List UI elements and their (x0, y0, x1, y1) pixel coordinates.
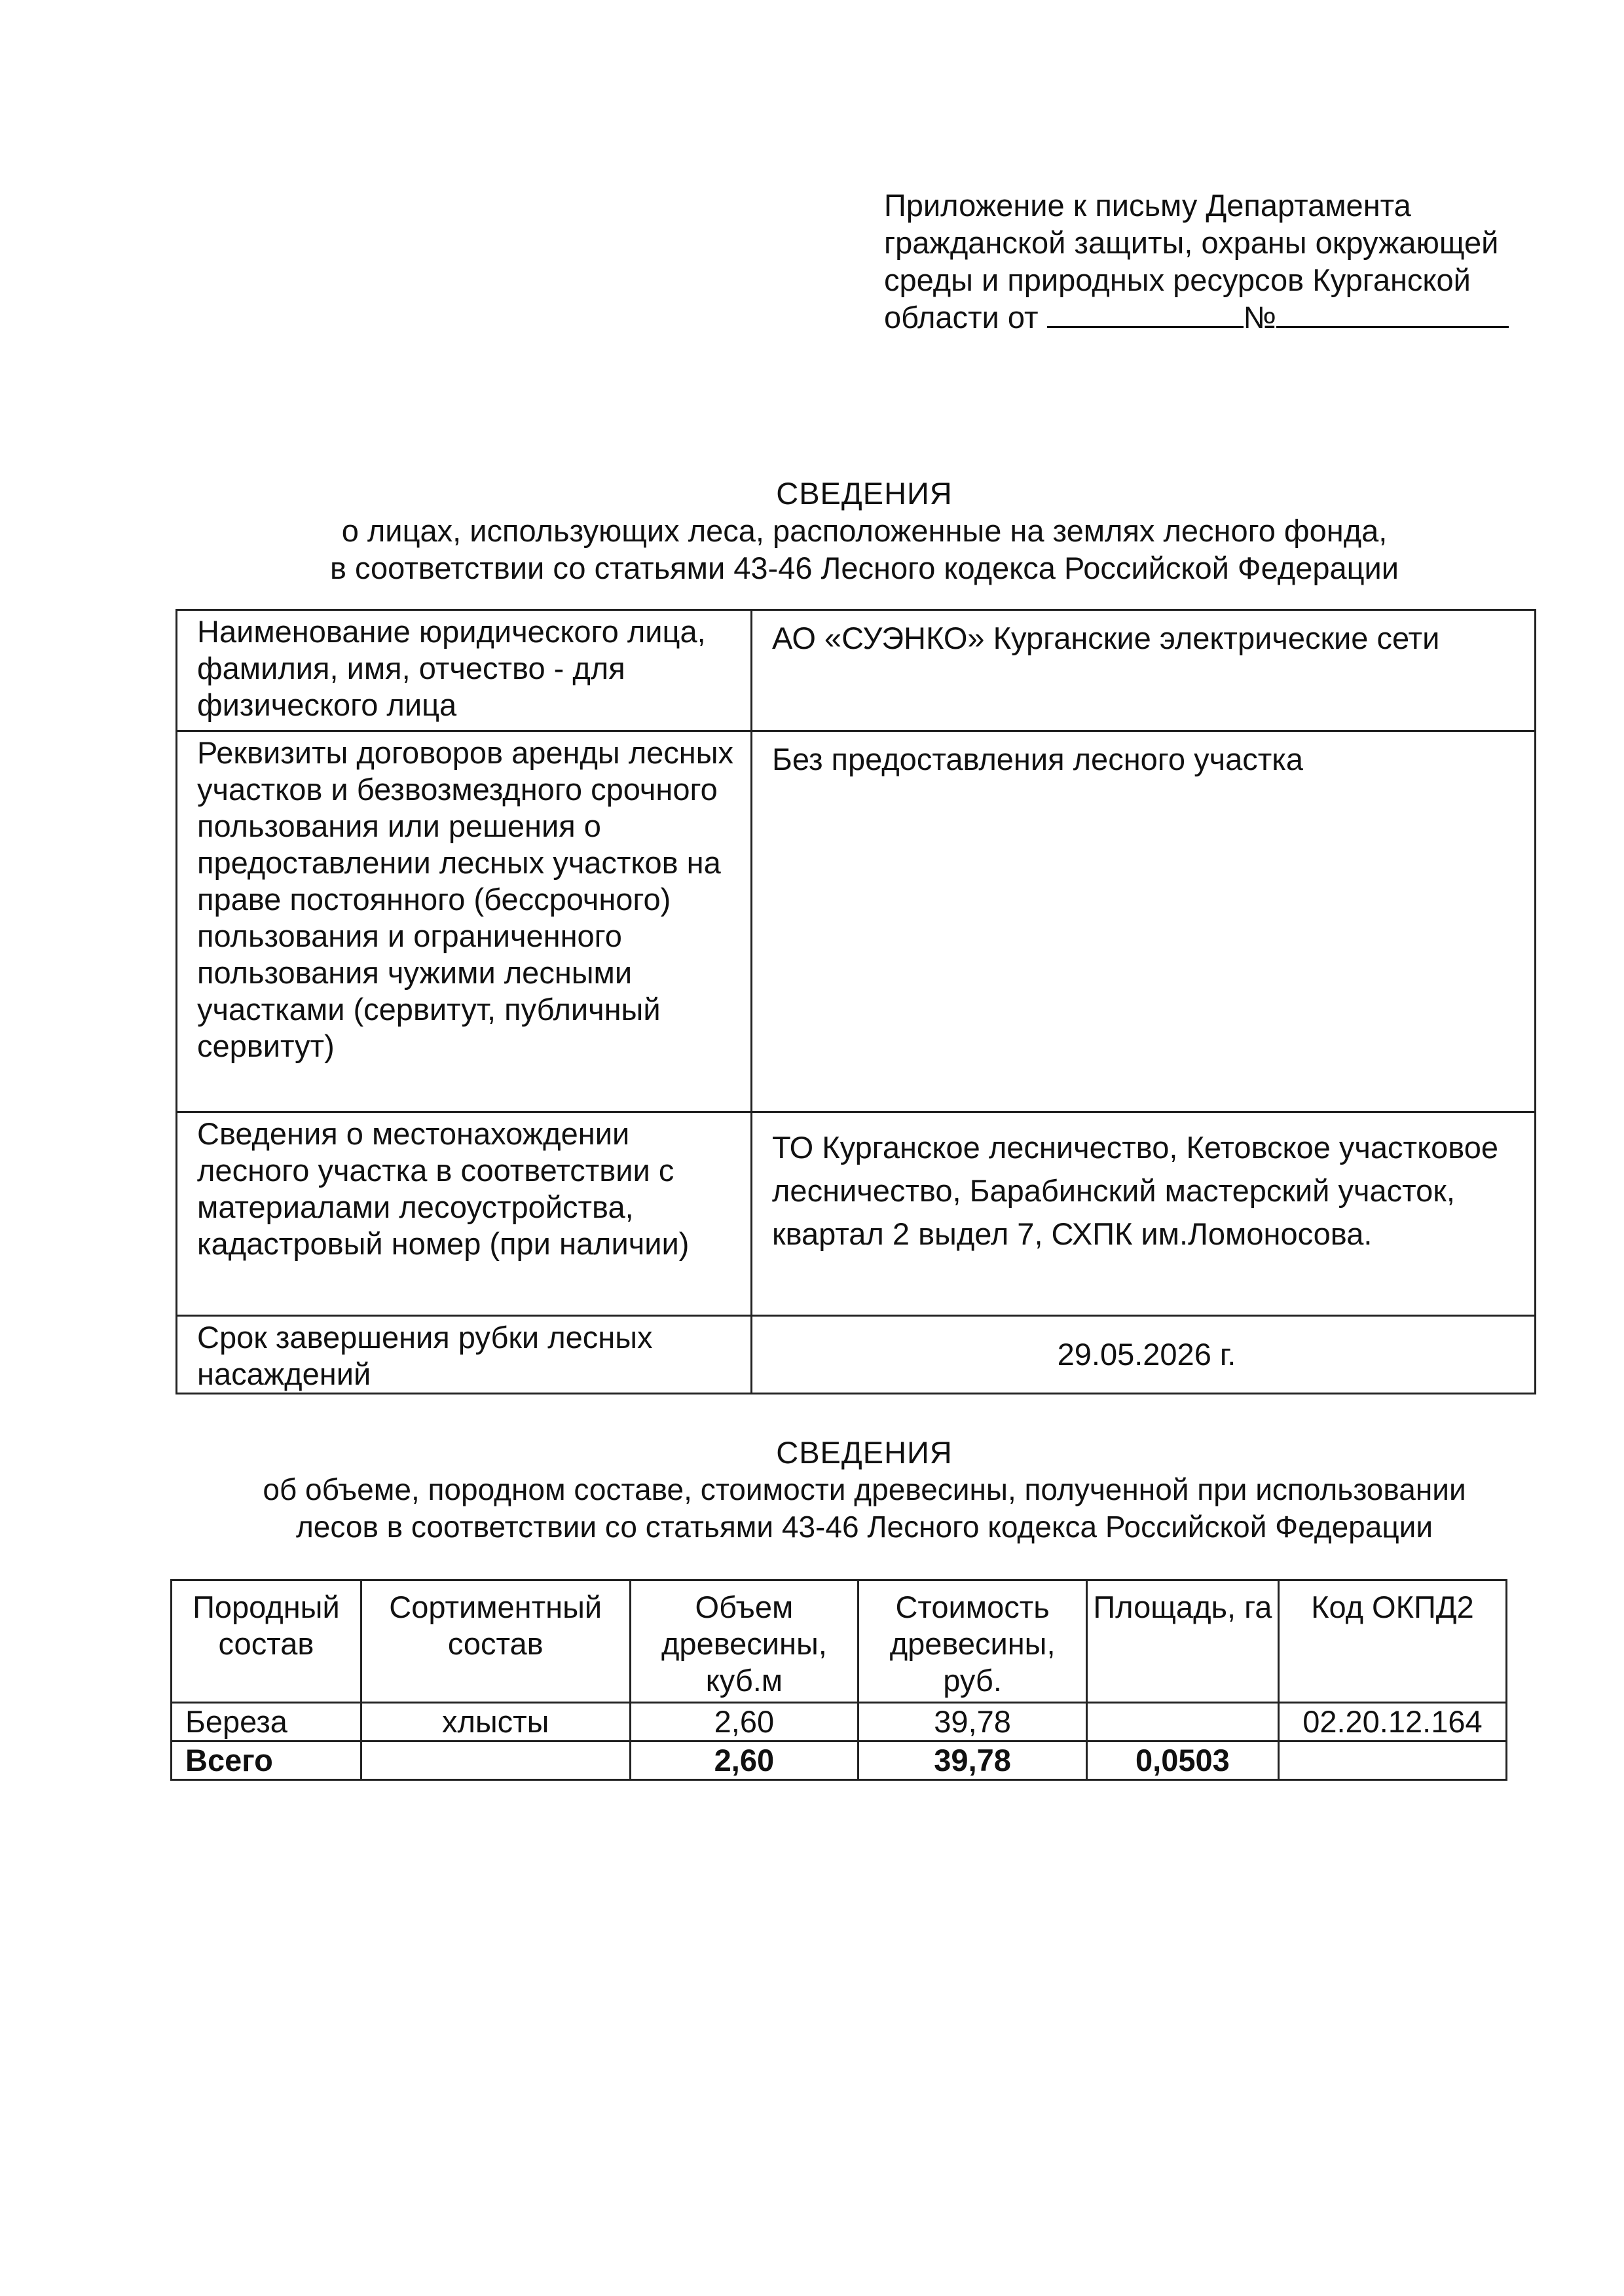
table-cell: 0,0503 (1086, 1741, 1278, 1780)
row-label: Реквизиты договоров аренды лесных участков и безвозмездного срочного пользования или решения о предоставлении лесных участков на праве постоянного (бессрочного) пользования и ограниченного пользования чужими лесными участками (сервитут, публичный сервитут) (177, 731, 752, 1112)
appendix-line-3: среды и природных ресурсов Курганской (884, 263, 1471, 297)
section1-heading (131, 475, 1598, 587)
table-cell: 39,78 (858, 1703, 1087, 1741)
section1-subtitle-line1: о лицах, использующих леса, расположенные на землях лесного фонда, (341, 513, 1388, 548)
table-cell (1278, 1741, 1506, 1780)
row-value: АО «СУЭНКО» Курганские электрические сети (752, 610, 1536, 731)
table-cell: хлысты (361, 1703, 630, 1741)
row-label: Наименование юридического лица, фамилия, имя, отчество - для физического лица (177, 610, 752, 731)
appendix-note (884, 187, 1578, 336)
section2-subtitle-line1: об объеме, породном составе, стоимости древесины, полученной при использовании (263, 1472, 1466, 1506)
timber-volume-table (170, 1579, 1507, 1781)
section2-subtitle-line2: лесов в соответствии со статьями 43-46 Лесного кодекса Российской Федерации (295, 1510, 1433, 1544)
user-info-table (175, 609, 1536, 1394)
table-header-row (172, 1580, 1507, 1703)
table-cell: Береза (172, 1703, 361, 1741)
column-header: Сортиментный состав (361, 1580, 630, 1703)
table-row (177, 1112, 1536, 1316)
appendix-line-4 (884, 299, 1578, 336)
section2-heading (131, 1434, 1598, 1546)
row-label: Срок завершения рубки лесных насаждений (177, 1316, 752, 1394)
section1-subtitle-line2: в соответствии со статьями 43-46 Лесного кодекса Российской Федерации (329, 551, 1399, 585)
row-value: Без предоставления лесного участка (752, 731, 1536, 1112)
row-value: 29.05.2026 г. (752, 1316, 1536, 1394)
total-row (172, 1741, 1507, 1780)
number-sign: № (1243, 300, 1276, 335)
row-label: Сведения о местонахождении лесного участка в соответствии с материалами лесоустройства, кадастровый номер (при наличии) (177, 1112, 752, 1316)
date-blank-line (1047, 300, 1244, 328)
column-header: Площадь, га (1086, 1580, 1278, 1703)
table-cell: 02.20.12.164 (1278, 1703, 1506, 1741)
column-header: Стоимость древесины, руб. (858, 1580, 1087, 1703)
table-cell: 39,78 (858, 1741, 1087, 1780)
table-cell: Всего (172, 1741, 361, 1780)
table-cell (1086, 1703, 1278, 1741)
number-blank-line (1276, 300, 1509, 328)
appendix-date-prefix: области от (884, 300, 1039, 335)
row-value: ТО Курганское лесничество, Кетовское участковое лесничество, Барабинский мастерский участок, квартал 2 выдел 7, СХПК им.Ломоносова. (752, 1112, 1536, 1316)
table-cell: 2,60 (630, 1741, 858, 1780)
column-header: Объем древесины, куб.м (630, 1580, 858, 1703)
table-row (172, 1703, 1507, 1741)
table-cell: 2,60 (630, 1703, 858, 1741)
appendix-line-1: Приложение к письму Департамента (884, 188, 1411, 223)
table-cell (361, 1741, 630, 1780)
section1-title: СВЕДЕНИЯ (776, 476, 953, 511)
column-header: Код ОКПД2 (1278, 1580, 1506, 1703)
table-row (177, 610, 1536, 731)
column-header: Породный состав (172, 1580, 361, 1703)
table-row (177, 731, 1536, 1112)
table-row (177, 1316, 1536, 1394)
appendix-line-2: гражданской защиты, охраны окружающей (884, 225, 1499, 260)
section2-title: СВЕДЕНИЯ (776, 1435, 953, 1470)
